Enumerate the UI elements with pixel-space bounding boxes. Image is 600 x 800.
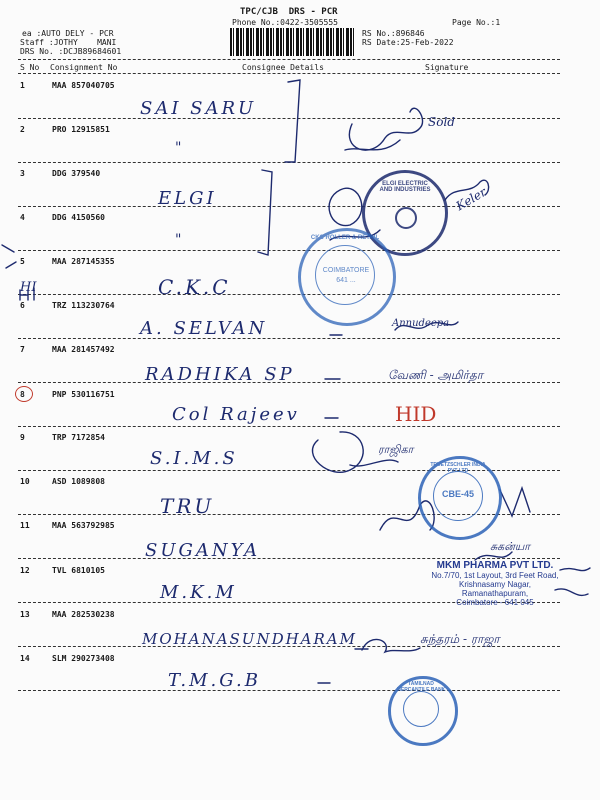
- stamp-pin: 641 ...: [336, 277, 356, 284]
- row-sno: 11: [20, 521, 30, 530]
- row-consignment: MAA 287145355: [52, 257, 115, 266]
- row-consignment: ASD 1089808: [52, 477, 105, 486]
- consignee-name: S.I.M.S: [150, 448, 238, 469]
- consignee-name: C.K.C: [158, 275, 231, 299]
- bank-stamp: [388, 676, 458, 746]
- row-sno: 4: [20, 213, 25, 222]
- stamp-code: CBE-45: [441, 489, 474, 499]
- signature-note: சுந்தரம் - ராஜா: [420, 632, 500, 646]
- consignee-name: TRU: [160, 494, 215, 518]
- row-sno: 3: [20, 169, 25, 178]
- stamp-address: No.7/70, 1st Layout, 3rd Feet Road,: [431, 571, 559, 580]
- row-consignment: TRZ 113230764: [52, 301, 115, 310]
- row-sno: 12: [20, 566, 30, 575]
- stamp-company: MKM PHARMA PVT LTD.: [436, 560, 554, 571]
- page-number: Page No.:1: [452, 18, 501, 27]
- stamp-text: TRUETZSCHLER INDIA PVT LTD: [430, 462, 486, 474]
- consignee-name: ELGI: [158, 188, 217, 209]
- col-consignee: Consignee Details: [242, 63, 324, 72]
- stamp-inner-ring: [403, 691, 439, 727]
- consignee-name: T.M.G.B: [168, 670, 261, 691]
- col-sno: S No: [20, 63, 40, 72]
- row-sno: 13: [20, 610, 30, 619]
- rs-number: RS No.:896846: [362, 29, 425, 38]
- row-consignment: PNP 530116751: [52, 390, 115, 399]
- truetzschler-stamp: [418, 456, 502, 540]
- col-consignment: Consignment No: [50, 63, 118, 72]
- stamp-text: ELGI ELECTRIC AND INDUSTRIES: [379, 181, 431, 193]
- consignee-name: A. SELVAN: [140, 318, 268, 339]
- consignee-name: SUGANYA: [145, 540, 261, 561]
- row-sno: 7: [20, 345, 25, 354]
- area-field: ea :AUTO DELY - PCR: [22, 29, 114, 38]
- row-consignment: DDG 379540: [52, 169, 101, 178]
- row-consignment: TRP 7172854: [52, 433, 105, 442]
- row-mark: HI: [20, 280, 37, 295]
- consignee-name: RADHIKA SP: [145, 364, 295, 385]
- rs-date: RS Date:25-Feb-2022: [362, 38, 454, 47]
- stamp-emblem: [395, 207, 417, 229]
- stamp-address: Krishnasamy Nagar,: [458, 580, 532, 589]
- row-consignment: DDG 4150560: [52, 213, 105, 222]
- row-sno: 5: [20, 257, 25, 266]
- mkm-stamp: [420, 560, 570, 607]
- hid-mark: HID: [395, 402, 437, 426]
- stamp-inner-ring: [315, 245, 375, 305]
- row-sno: 14: [20, 654, 30, 663]
- stamp-address: Coimbatore - 641 045: [456, 598, 534, 607]
- row-sno: 10: [20, 477, 30, 486]
- row-consignment: MAA 857040705: [52, 81, 115, 90]
- stamp-text: TAMILNAD MERCANTILE BANK: [396, 681, 446, 693]
- stamp-text: CKC ROLLER & RETAIL: [310, 235, 380, 241]
- col-signature: Signature: [425, 63, 469, 72]
- stamp-city: COIMBATORE: [322, 267, 370, 274]
- row-consignment: SLM 290273408: [52, 654, 115, 663]
- row-consignment: MAA 563792985: [52, 521, 115, 530]
- signature-note: Annudeepa: [392, 318, 450, 329]
- stamp-address: Ramanathapuram,: [461, 589, 529, 598]
- row-consignment: TVL 6810105: [52, 566, 105, 575]
- signature-note: Keler: [453, 184, 489, 214]
- consignee-name: MOHANASUNDHARAM: [142, 630, 357, 648]
- consignee-name: ": [175, 232, 185, 248]
- phone-number: Phone No.:0422-3505555: [232, 18, 338, 27]
- consignee-name: SAI SARU: [140, 98, 257, 119]
- row-sno: 1: [20, 81, 25, 90]
- row-consignment: MAA 281457492: [52, 345, 115, 354]
- document-title: TPC/CJB DRS - PCR: [240, 7, 338, 17]
- signature-note: ராஜிகா: [378, 443, 414, 456]
- row-consignment: MAA 282530238: [52, 610, 115, 619]
- row-consignment: PRO 12915851: [52, 125, 110, 134]
- row-sno: 8: [20, 390, 25, 399]
- signature-note: சுகன்யா: [490, 540, 531, 553]
- staff-field: Staff :JOTHY MANI: [20, 38, 117, 47]
- ckc-stamp: [298, 228, 396, 326]
- consignee-name: M.K.M: [160, 582, 237, 603]
- drs-number: DRS No. :DCJB89684601: [20, 47, 122, 56]
- row-sno: 9: [20, 433, 25, 442]
- row-sno: 6: [20, 301, 25, 310]
- signature-note: வேணி - அமிர்தா: [388, 368, 484, 382]
- signature-note: Sold: [428, 115, 455, 129]
- row-sno: 2: [20, 125, 25, 134]
- consignee-name: Col Rajeev: [172, 404, 300, 425]
- consignee-name: ": [175, 140, 185, 156]
